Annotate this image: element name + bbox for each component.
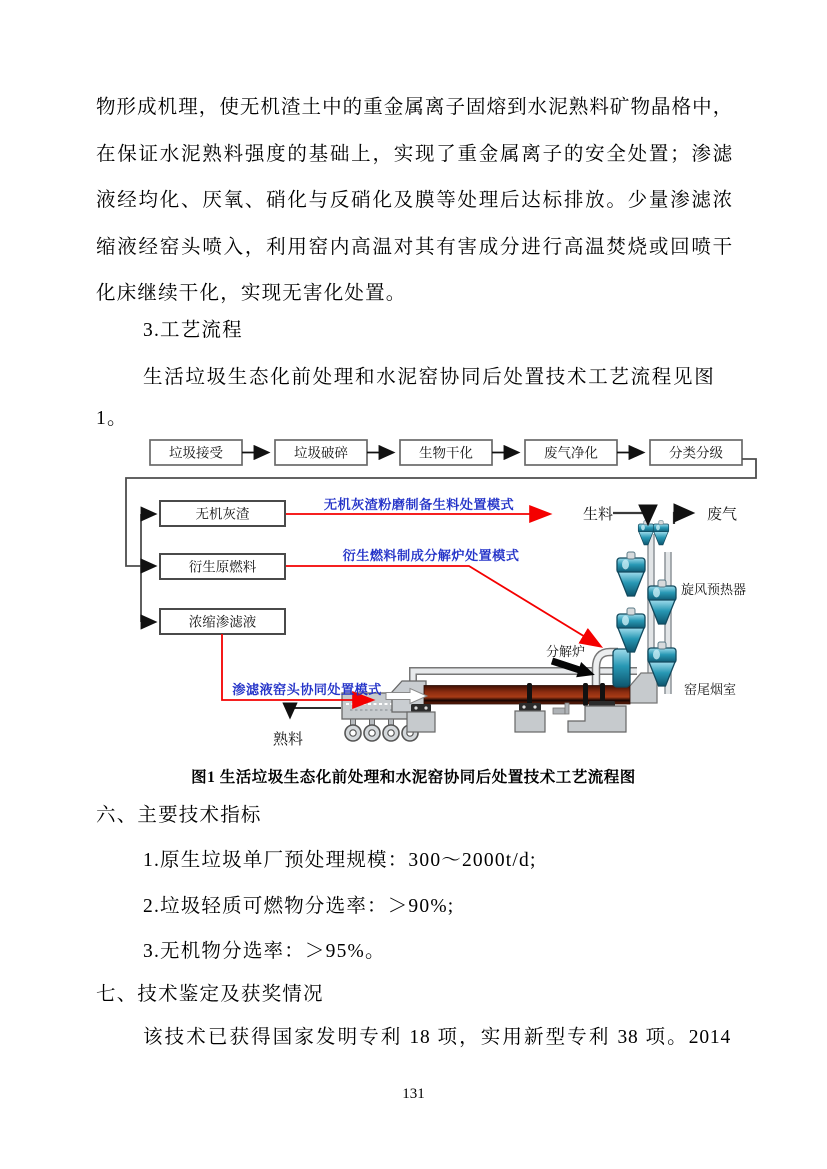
section6-item: 2.垃圾轻质可燃物分选率：＞90%;	[143, 896, 455, 917]
calciner-vessel	[613, 649, 630, 687]
raw-meal-label: 生料	[583, 507, 614, 523]
section3-heading: 3.工艺流程	[143, 320, 243, 341]
mode-label: 渗滤液窑头协同处置模式	[232, 682, 382, 697]
section3-text: 生活垃圾生态化前处理和水泥窑协同后处置技术工艺流程见图	[143, 367, 716, 388]
branch-arrows	[141, 514, 155, 622]
section7-heading: 七、技术鉴定及获奖情况	[96, 984, 324, 1005]
section6-heading: 六、主要技术指标	[96, 805, 262, 826]
section3-text-cont: 1。	[96, 408, 128, 429]
flow-box-label: 生物干化	[419, 445, 473, 461]
clinker-label: 熟料	[272, 732, 304, 748]
preheater-label: 旋风预热器	[681, 582, 747, 597]
flow-box-label: 垃圾接受	[169, 445, 223, 461]
waste-gas-label: 废气	[707, 507, 738, 523]
process-flow-figure	[0, 437, 827, 763]
waste-gas-line	[674, 513, 692, 524]
mode-label: 衍生燃料制成分解炉处置模式	[342, 548, 520, 563]
flow-box-label: 垃圾破碎	[294, 445, 348, 461]
flow-box-label: 废气净化	[544, 445, 598, 461]
output-box-label: 浓缩渗滤液	[188, 614, 257, 630]
paragraph-line: 液经均化、厌氧、硝化与反硝化及膜等处理后达标排放。少量渗滤浓	[96, 190, 733, 211]
clinker-line	[290, 708, 341, 717]
kiln-supports	[407, 701, 626, 732]
flow-box-label: 分类分级	[669, 445, 723, 461]
raw-meal-line	[613, 513, 648, 523]
output-box-label: 无机灰渣	[195, 506, 250, 522]
section6-item: 1.原生垃圾单厂预处理规模：300～2000t/d;	[143, 850, 537, 871]
page-number: 131	[402, 1086, 425, 1102]
section7-text: 该技术已获得国家发明专利 18 项，实用新型专利 38 项。2014	[143, 1027, 731, 1048]
cyclone-icon	[653, 521, 668, 545]
calciner-label: 分解炉	[546, 644, 586, 659]
kiln-tail-chamber-label: 窑尾烟室	[684, 682, 737, 697]
paragraph-line: 化床继续干化，实现无害化处置。	[96, 283, 407, 304]
paragraph-line: 缩液经窑头喷入，利用窑内高温对其有害成分进行高温焚烧或回喷干	[96, 237, 733, 258]
paragraph-line: 物形成机理，使无机渣土中的重金属离子固熔到水泥熟料矿物晶格中，	[96, 97, 733, 118]
figure-caption: 图1 生活垃圾生态化前处理和水泥窑协同后处置技术工艺流程图	[191, 769, 636, 786]
mode-label: 无机灰渣粉磨制备生料处置模式	[323, 497, 515, 512]
output-box-label: 衍生原燃料	[188, 559, 257, 575]
kiln-tail-chamber-shape	[629, 673, 657, 703]
cyclone-icon	[617, 608, 645, 652]
cyclone-icon	[617, 552, 645, 596]
section6-item: 3.无机物分选率：＞95%。	[143, 941, 386, 962]
paragraph-line: 在保证水泥熟料强度的基础上，实现了重金属离子的安全处置；渗滤	[96, 144, 733, 165]
